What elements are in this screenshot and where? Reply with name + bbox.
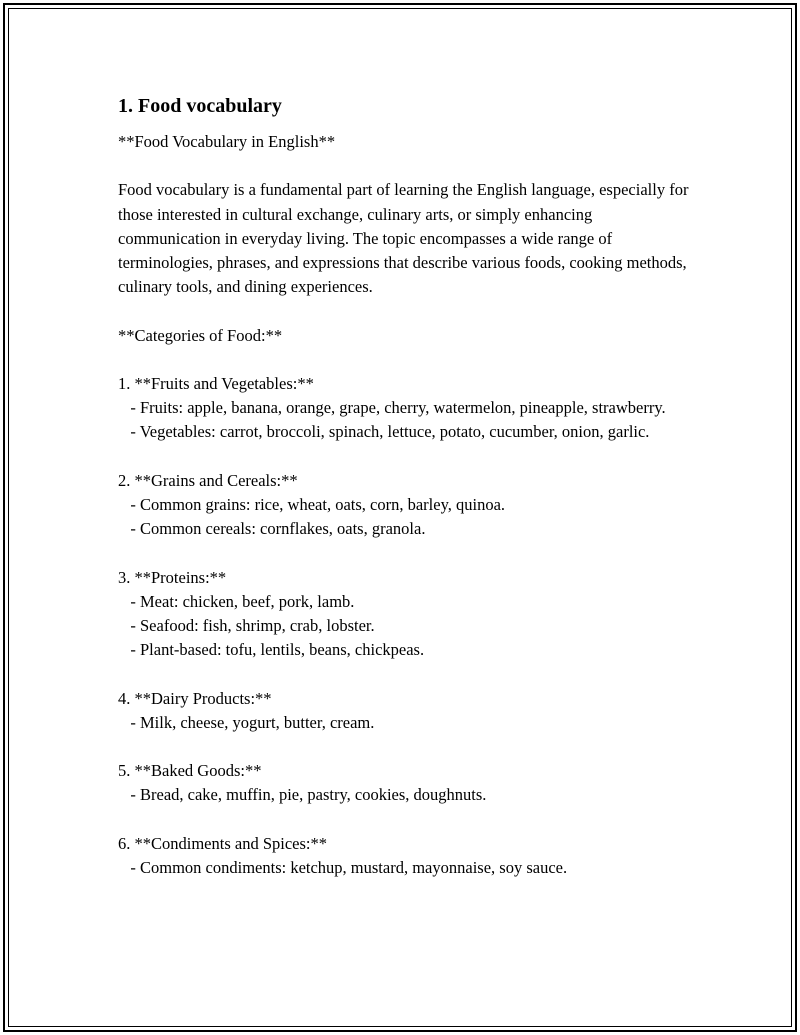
section-title: 4. **Dairy Products:** — [118, 688, 272, 708]
section-title: 3. **Proteins:** — [118, 567, 227, 587]
section-item: - Bread, cake, muffin, pie, pastry, cookies, doughnuts. — [118, 785, 487, 805]
spacer — [118, 735, 698, 759]
section-title: 5. **Baked Goods:** — [118, 761, 262, 781]
intro-paragraph: Food vocabulary is a fundamental part of learning the English language, especially for those interested in cultural exchange, culinary arts, or simply enhancing communication in everyday living. The topic encompasses a wide range of terminologies, phrases, and expressions that describe various foods, cooking methods, culinary tools, and dining experiences. — [118, 180, 689, 297]
section-title: 6. **Condiments and Spices:** — [118, 833, 327, 853]
spacer — [118, 662, 698, 686]
section-item: - Seafood: fish, shrimp, crab, lobster. — [118, 615, 375, 635]
document-subtitle: **Food Vocabulary in English** — [118, 132, 336, 151]
spacer — [118, 541, 698, 565]
section-item: - Vegetables: carrot, broccoli, spinach, lettuce, potato, cucumber, onion, garlic. — [118, 422, 650, 442]
section-item: - Common grains: rice, wheat, oats, corn, barley, quinoa. — [118, 494, 506, 514]
section-title: 2. **Grains and Cereals:** — [118, 470, 298, 490]
spacer — [118, 445, 698, 469]
spacer — [118, 348, 698, 372]
spacer — [118, 299, 698, 323]
document-heading: 1. Food vocabulary — [118, 95, 282, 117]
document-body — [118, 92, 698, 880]
spacer — [118, 808, 698, 832]
section-item: - Milk, cheese, yogurt, butter, cream. — [118, 712, 375, 732]
section-item: - Fruits: apple, banana, orange, grape, cherry, watermelon, pineapple, strawberry. — [118, 398, 666, 418]
categories-title: **Categories of Food:** — [118, 325, 283, 345]
section-item: - Meat: chicken, beef, pork, lamb. — [118, 591, 355, 611]
spacer — [118, 154, 698, 178]
section-title: 1. **Fruits and Vegetables:** — [118, 373, 314, 393]
section-item: - Common condiments: ketchup, mustard, mayonnaise, soy sauce. — [118, 857, 568, 877]
section-item: - Plant-based: tofu, lentils, beans, chickpeas. — [118, 640, 425, 660]
section-item: - Common cereals: cornflakes, oats, granola. — [118, 519, 426, 539]
